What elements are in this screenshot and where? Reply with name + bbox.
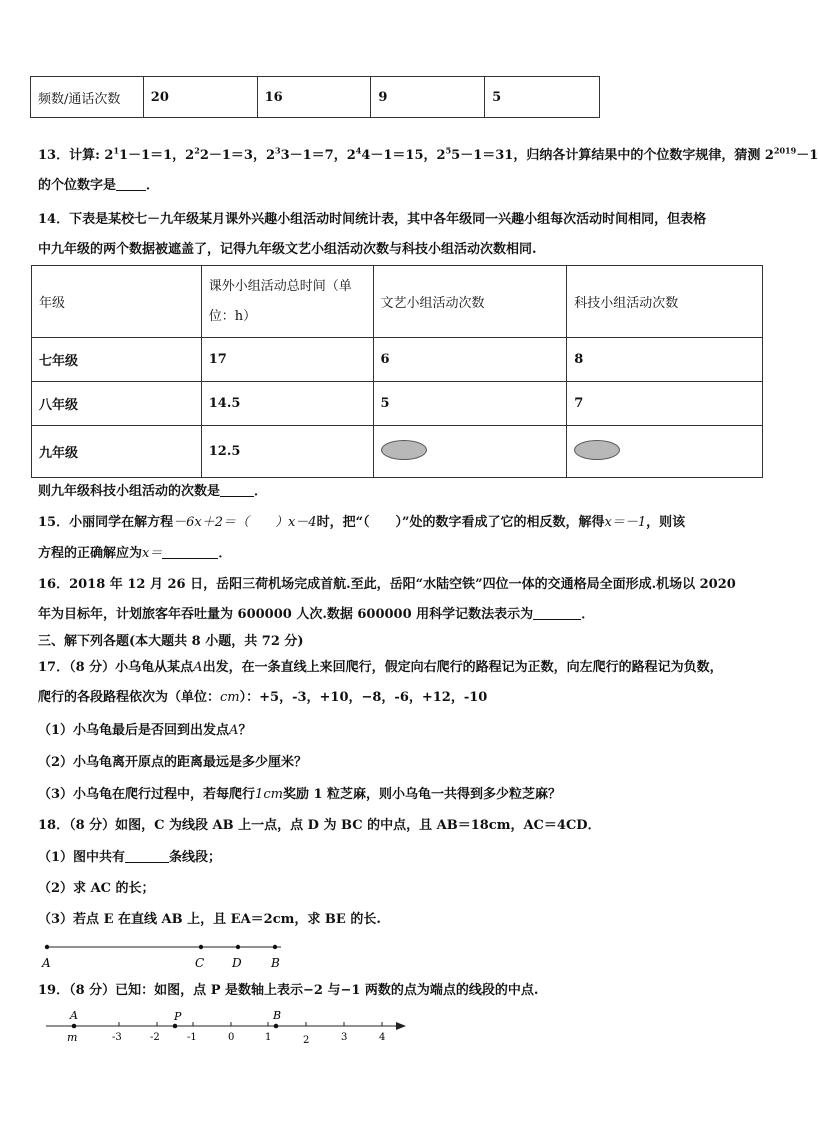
table-cell: 7: [567, 382, 763, 426]
axis-label: m: [67, 1031, 78, 1044]
segment-label: B: [271, 956, 280, 970]
axis-label: 1: [265, 1032, 272, 1043]
q15-line2: 方程的正确解应为x＝ ．: [38, 546, 232, 561]
answer-blank: [125, 850, 169, 863]
q19-line1: 19．（8 分）已知：如图，点 P 是数轴上表示−2 与−1 两数的点为端点的线段的中点.: [38, 983, 539, 998]
point-b: [273, 945, 277, 949]
header-tech-count: 科技小组活动次数: [567, 266, 763, 338]
axis-label: 3: [341, 1032, 348, 1043]
axis-label: -1: [187, 1032, 197, 1043]
q14-line2: 中九年级的两个数据被遮盖了，记得九年级文艺小组活动次数与科技小组活动次数相同.: [38, 242, 537, 257]
q14-line1: 14．下表是某校七－九年级某月课外兴趣小组活动时间统计表，其中各年级同一兴趣小组每次活动时间相同，但表格: [38, 212, 707, 227]
segment-label: A: [42, 956, 51, 970]
section-heading: 三、解下列各题(本大题共 8 小题，共 72 分): [38, 634, 304, 649]
q18-sub3: （3）若点 E 在直线 AB 上，且 EA＝2cm，求 BE 的长.: [38, 912, 381, 927]
point-b: [274, 1024, 279, 1029]
q16-line2: 年为目标年，计划旅客年吞吐量为 600000 人次.数据 600000 用科学记数法表示为 ．: [38, 607, 595, 622]
q16-line1: 16．2018 年 12 月 26 日，岳阳三荷机场完成首航.至此，岳阳“水陆空铁”四位一体的交通格局全面形成.机场以 2020: [38, 577, 736, 592]
q17-sub1: （1）小乌龟最后是否回到出发点A？: [38, 723, 252, 738]
answer-blank: [220, 484, 254, 497]
q14-answer: 则九年级科技小组活动的次数是 ．: [38, 484, 268, 499]
header-grade: 年级: [32, 266, 202, 338]
axis-label: 0: [228, 1032, 235, 1043]
table-cell: 5: [373, 382, 567, 426]
header-total-time: 课外小组活动总时间（单 位：h）: [201, 266, 373, 338]
axis-label: -2: [150, 1032, 160, 1043]
answer-blank: [116, 178, 146, 191]
table-cell: 九年级: [32, 426, 202, 478]
segment-label: D: [232, 956, 242, 970]
cover-oval-icon: [381, 440, 427, 460]
freq-table-value: 5: [485, 77, 600, 118]
q17-line2: 爬行的各段路程依次为（单位：cm）：+5，-3，+10，−8，-6，+12，-10: [38, 690, 488, 705]
point-a: [72, 1024, 77, 1029]
q15-line1: 15．小丽同学在解方程－6x＋2＝（ ）x－4时，把“（ ）”处的数字看成了它的相反数，解得x＝－1，则该: [38, 515, 686, 530]
freq-table-value: 9: [371, 77, 485, 118]
table-cell: 8: [567, 338, 763, 382]
table-cell: 14.5: [201, 382, 373, 426]
q13-line1: 13．计算: $2^11-1=1$，$2^22-1=3$，$2^33-1=7$，$2^44-1=15$，$2^55-1=31$，归纳各计算结果中的个位数字规律，猜测 $2^{2019}-1$: [38, 145, 818, 163]
table-cell: 七年级: [32, 338, 202, 382]
table-cell: 12.5: [201, 426, 373, 478]
answer-blank: [533, 607, 581, 620]
segment-label: C: [195, 956, 205, 970]
point-c: [199, 945, 203, 949]
table-cell: 17: [201, 338, 373, 382]
table-cell: 八年级: [32, 382, 202, 426]
table-cell: 6: [373, 338, 567, 382]
activity-table: [31, 265, 763, 478]
point-label: A: [70, 1009, 78, 1022]
frequency-table: [30, 76, 600, 118]
axis-label: 4: [379, 1032, 386, 1043]
number-line-figure: [38, 1008, 414, 1048]
axis-label: -3: [112, 1032, 122, 1043]
q17-line1: 17．（8 分）小乌龟从某点A出发，在一条直线上来回爬行，假定向右爬行的路程记为正数，向左爬行的路程记为负数，: [38, 660, 723, 675]
header-arts-count: 文艺小组活动次数: [373, 266, 567, 338]
q17-sub2: （2）小乌龟离开原点的距离最远是多少厘米？: [38, 755, 308, 770]
axis-label: 2: [303, 1035, 310, 1046]
cover-oval-icon: [574, 440, 620, 460]
freq-table-label: 频数/通话次数: [31, 77, 144, 118]
point-label: P: [174, 1010, 182, 1023]
q17-sub3: （3）小乌龟在爬行过程中，若每爬行1cm奖励 1 粒芝麻，则小乌龟一共得到多少粒芝麻？: [38, 787, 562, 802]
freq-table-value: 20: [143, 77, 257, 118]
point-d: [236, 945, 240, 949]
segment-figure: [38, 938, 298, 974]
arrow-right-icon: [396, 1022, 406, 1030]
point-a: [45, 945, 49, 949]
freq-table-value: 16: [257, 77, 371, 118]
answer-blank: [162, 546, 218, 559]
q13-line2: 的个位数字是 ．: [38, 178, 160, 193]
point-p: [173, 1024, 178, 1029]
q18-line1: 18．（8 分）如图，C 为线段 AB 上一点，点 D 为 BC 的中点，且 AB＝18cm，AC＝4CD．: [38, 818, 601, 833]
q18-sub1: （1）图中共有 条线段；: [38, 850, 222, 865]
point-label: B: [273, 1009, 282, 1022]
table-cell-covered: [373, 426, 567, 478]
table-cell-covered: [567, 426, 763, 478]
q18-sub2: （2）求 AC 的长；: [38, 881, 155, 896]
